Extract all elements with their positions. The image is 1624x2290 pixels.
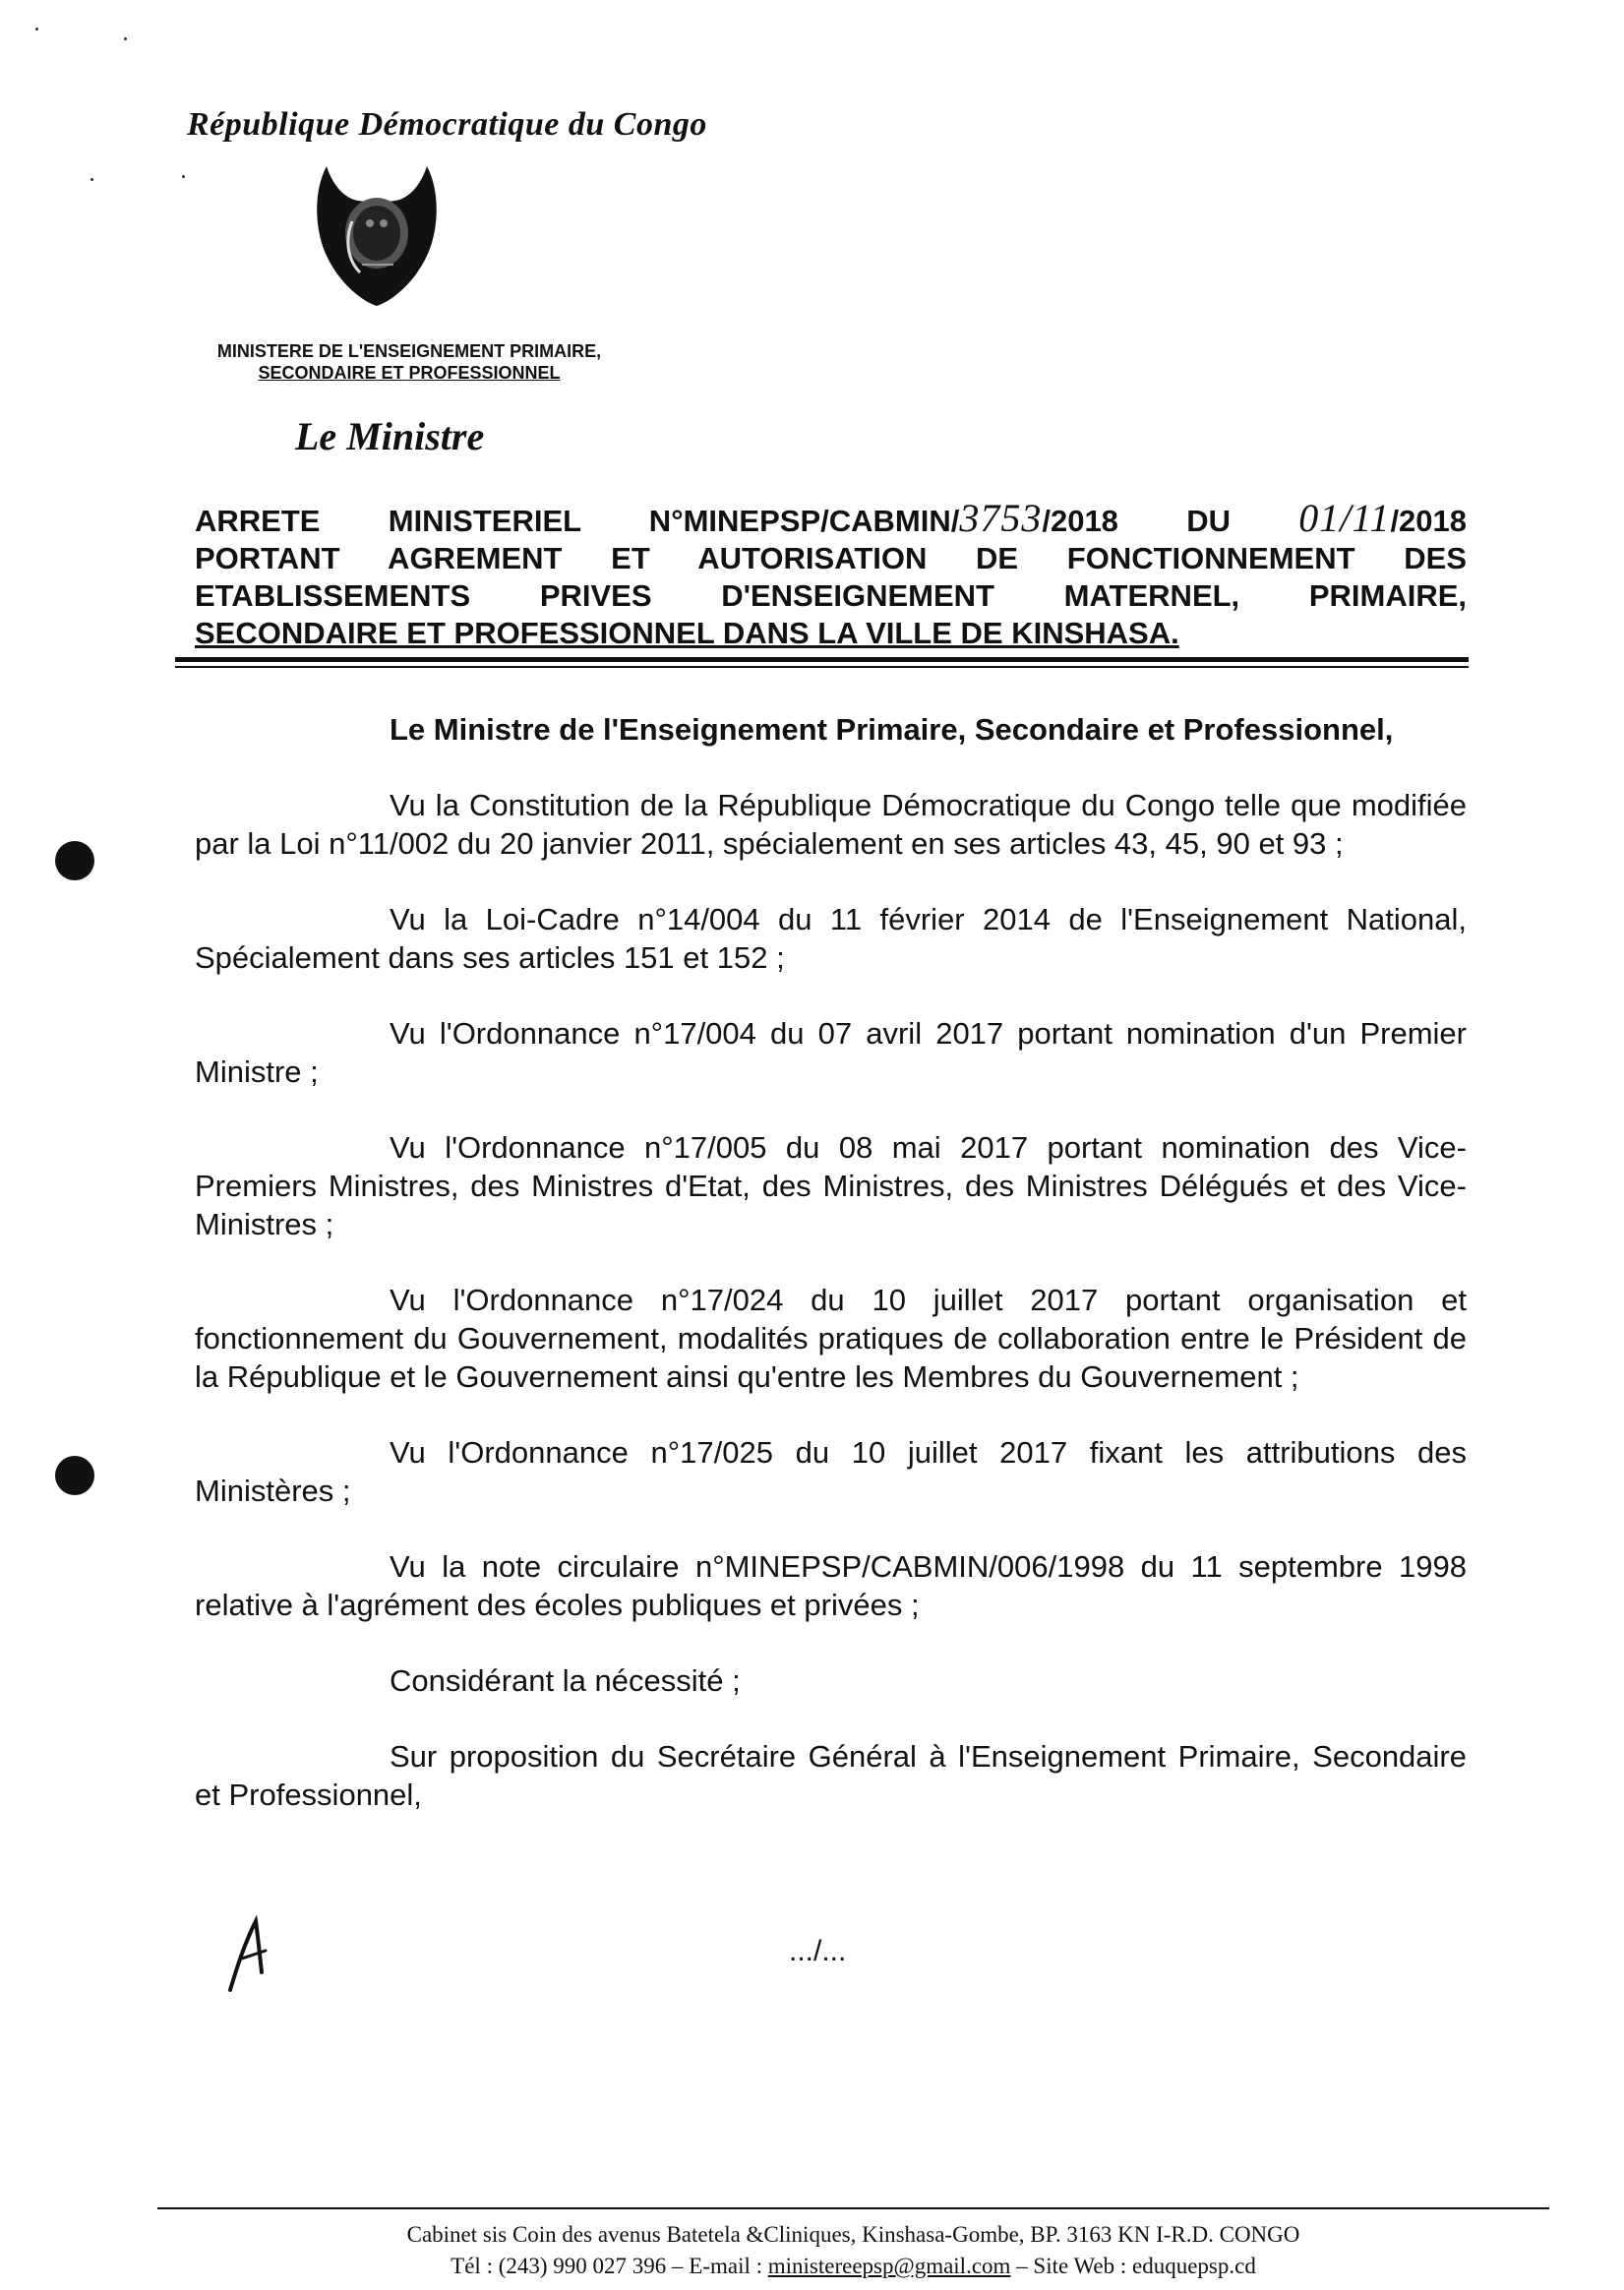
recital-paragraph: Vu l'Ordonnance n°17/024 du 10 juillet 2017 portant organisation et fonctionnement du Gouvernement, modalités pratiques de collaboration entre le Président de la République et le Gouvernement ainsi qu'entre les Membres du Gouvernement ; <box>195 1283 1467 1394</box>
decree-title-line3: ETABLISSEMENTS PRIVES D'ENSEIGNEMENT MATERNEL, PRIMAIRE, <box>195 578 1467 613</box>
title-divider-thin <box>175 666 1469 668</box>
decree-title <box>195 496 1468 652</box>
scan-speck <box>124 37 127 40</box>
title-divider-thick <box>175 657 1469 662</box>
scan-speck <box>35 28 38 30</box>
coat-of-arms-icon <box>313 162 441 310</box>
ministry-name-line1: MINISTERE DE L'ENSEIGNEMENT PRIMAIRE, <box>216 341 602 361</box>
punch-hole-mark <box>55 841 94 880</box>
footer-contact <box>157 2251 1549 2282</box>
handwritten-initial-icon <box>222 1915 281 1994</box>
decree-number-handwritten: 3753 <box>959 496 1043 540</box>
recital-paragraph: Vu l'Ordonnance n°17/005 du 08 mai 2017 portant nomination des Vice-Premiers Ministres, des Ministres d'Etat, des Ministres, des Ministres Délégués et des Vice-Ministres ; <box>195 1130 1467 1241</box>
decree-date-prefix: /2018 DU <box>1042 504 1299 538</box>
decree-date-handwritten: 01/11 <box>1298 496 1391 540</box>
footer <box>157 2219 1549 2282</box>
footer-email-link[interactable]: ministereepsp@gmail.com <box>767 2254 1011 2278</box>
country-heading: République Démocratique du Congo <box>187 106 707 143</box>
scan-speck <box>90 178 93 181</box>
footer-phone: Tél : (243) 990 027 396 – E-mail : <box>451 2254 768 2278</box>
footer-address: Cabinet sis Coin des avenus Batetela &Cliniques, Kinshasa-Gombe, BP. 3163 KN I-R.D. CONGO <box>406 2222 1300 2247</box>
decree-number-prefix: ARRETE MINISTERIEL N°MINEPSP/CABMIN/ <box>195 504 960 538</box>
punch-hole-mark <box>55 1456 94 1495</box>
decree-title-line4: SECONDAIRE ET PROFESSIONNEL DANS LA VILLE DE KINSHASA. <box>195 616 1179 650</box>
footer-divider <box>157 2207 1549 2209</box>
decree-title-line2: PORTANT AGREMENT ET AUTORISATION DE FONCTIONNEMENT DES <box>195 541 1467 575</box>
recital-paragraph: Vu l'Ordonnance n°17/025 du 10 juillet 2017 fixant les attributions des Ministères ; <box>195 1435 1467 1508</box>
recital-paragraph: Vu la Loi-Cadre n°14/004 du 11 février 2014 de l'Enseignement National, Spécialement dans ses articles 151 et 152 ; <box>195 902 1467 975</box>
decree-date-year: /2018 <box>1390 504 1468 538</box>
page-continuation: .../... <box>789 1935 847 1967</box>
ministry-name <box>183 340 635 384</box>
ministry-name-line2: SECONDAIRE ET PROFESSIONNEL <box>258 363 561 383</box>
recital-paragraph: Sur proposition du Secrétaire Général à l'Enseignement Primaire, Secondaire et Professionnel, <box>195 1739 1467 1812</box>
recital-paragraph: Vu l'Ordonnance n°17/004 du 07 avril 2017 portant nomination d'un Premier Ministre ; <box>195 1016 1467 1089</box>
minister-heading: Le Ministre <box>295 414 485 458</box>
recital-paragraph: Vu la note circulaire n°MINEPSP/CABMIN/006/1998 du 11 septembre 1998 relative à l'agrément des écoles publiques et privées ; <box>195 1549 1467 1622</box>
decree-title-line1 <box>195 496 1468 540</box>
scan-speck <box>182 175 185 178</box>
footer-website: – Site Web : eduquepsp.cd <box>1010 2254 1256 2278</box>
recital-paragraph: Considérant la nécessité ; <box>390 1663 741 1698</box>
decree-body <box>195 710 1467 1851</box>
intro-paragraph: Le Ministre de l'Enseignement Primaire, Secondaire et Professionnel, <box>390 712 1394 747</box>
recital-paragraph: Vu la Constitution de la République Démocratique du Congo telle que modifiée par la Loi n°11/002 du 20 janvier 2011, spécialement en ses articles 43, 45, 90 et 93 ; <box>195 788 1467 861</box>
